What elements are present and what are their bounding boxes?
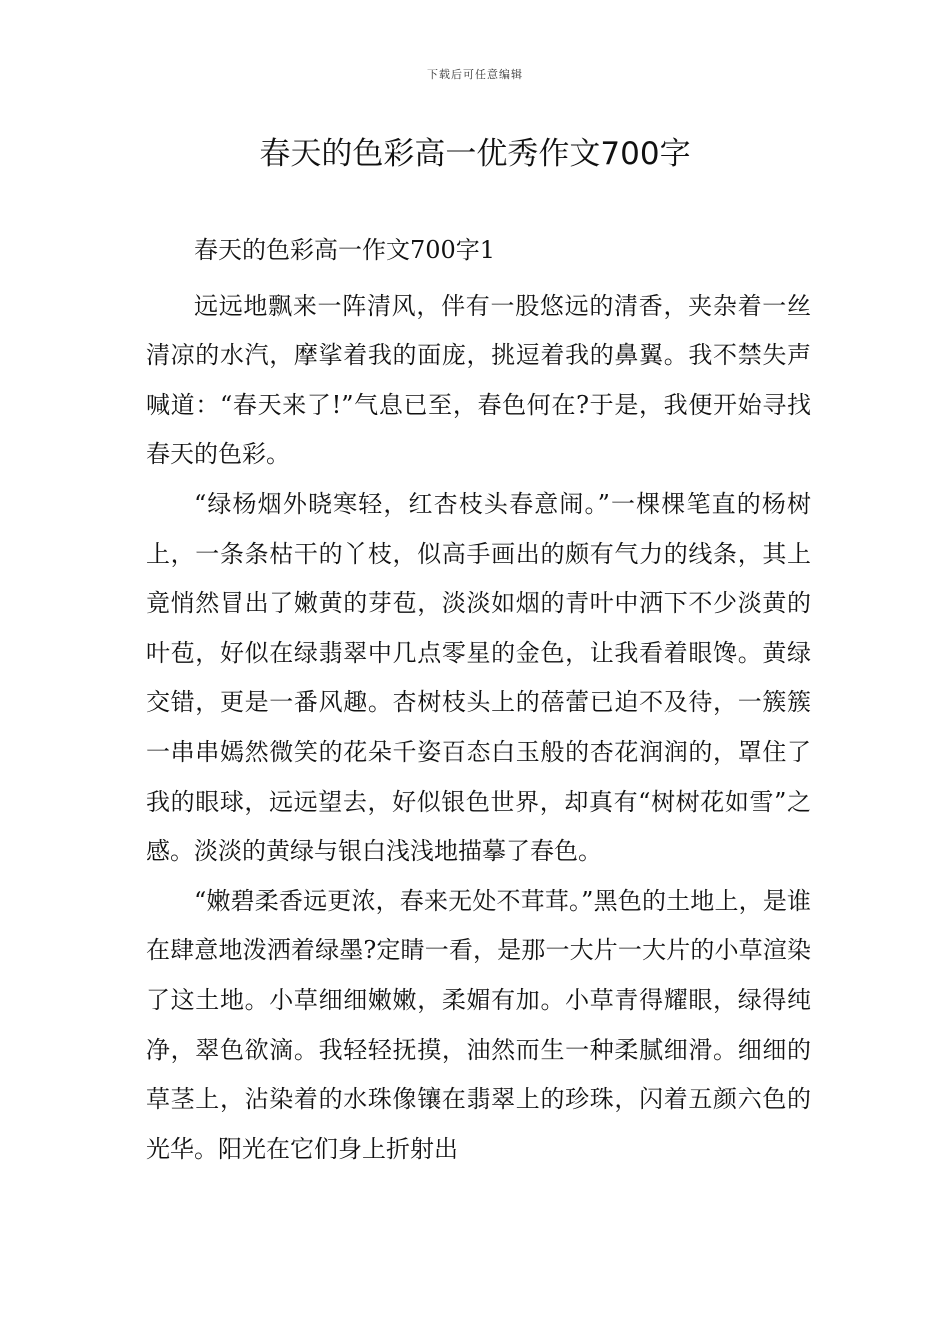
document-body <box>146 226 811 1174</box>
paragraph-1: 远远地飘来一阵清风，伴有一股悠远的清香，夹杂着一丝清凉的水汽，摩挲着我的面庞，挑逗着我的鼻翼。我不禁失声喊道：“春天来了!”气息已至，春色何在?于是，我便开始寻找春天的色彩。 <box>146 291 811 469</box>
paragraph-2: “绿杨烟外晓寒轻，红杏枝头春意闹。”一棵棵笔直的杨树上，一条条枯干的丫枝，似高手画出的颇有气力的线条，其上竟悄然冒出了嫩黄的芽苞，淡淡如烟的青叶中洒下不少淡黄的叶苞，好似在绿翡翠中几点零星的金色，让我看着眼馋。黄绿交错，更是一番风趣。杏树枝头上的蓓蕾已迫不及待，一簇簇一串串嫣然微笑的花朵千姿百态白玉般的杏花润润的，罩住了我的眼球，远远望去，好似银色世界，却真有“树树花如雪”之感。淡淡的黄绿与银白浅浅地描摹了春色。 <box>146 489 811 866</box>
document-title: 春天的色彩高一优秀作文700字 <box>259 136 691 172</box>
section-heading: 春天的色彩高一作文700字1 <box>194 236 496 264</box>
header-note: 下载后可任意编辑 <box>427 68 523 81</box>
paragraph-3: “嫩碧柔香远更浓，春来无处不茸茸。”黑色的土地上，是谁在肆意地泼洒着绿墨?定睛一看，是那一大片一大片的小草渲染了这土地。小草细细嫩嫩，柔媚有加。小草青得耀眼，绿得纯净，翠色欲滴。我轻轻抚摸，油然而生一种柔腻细滑。细细的草茎上，沾染着的水珠像镶在翡翠上的珍珠，闪着五颜六色的光华。阳光在它们身上折射出 <box>146 886 811 1163</box>
